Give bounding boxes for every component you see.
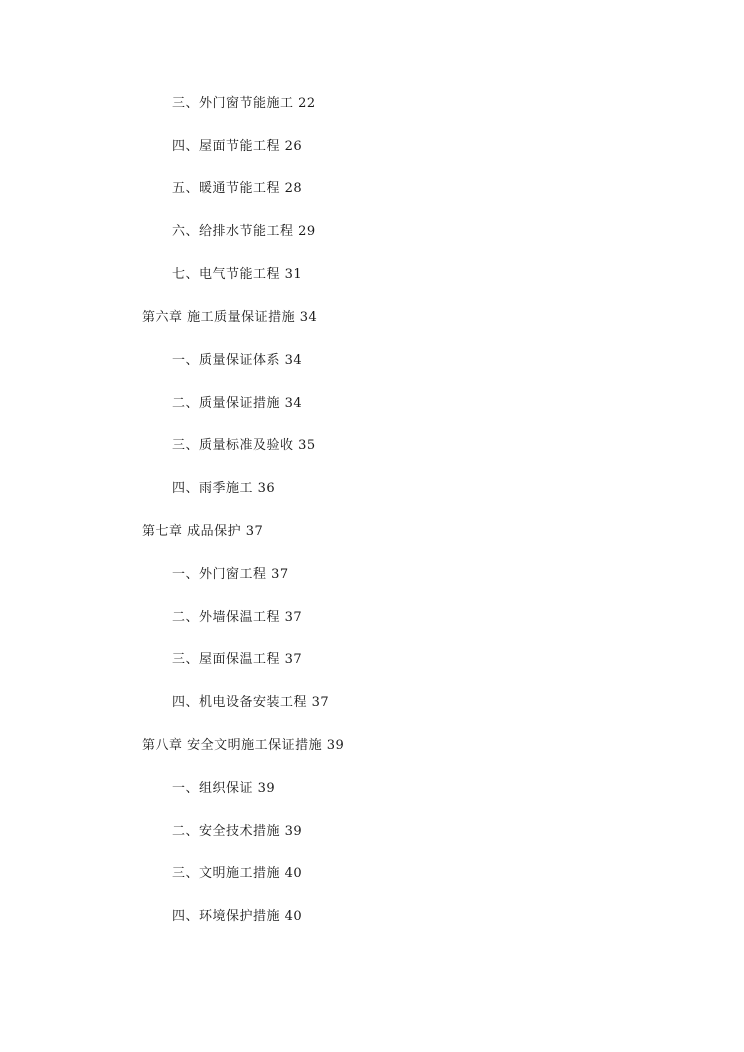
toc-section-line: 二、质量保证措施 34: [172, 396, 303, 411]
toc-section-line: 二、安全技术措施 39: [172, 824, 303, 839]
toc-section-line: 三、质量标准及验收 35: [172, 438, 316, 453]
toc-section-line: 四、屋面节能工程 26: [172, 139, 303, 154]
toc-section-line: 三、屋面保温工程 37: [172, 652, 303, 667]
toc-section-line: 一、质量保证体系 34: [172, 353, 303, 368]
toc-section-line: 一、组织保证 39: [172, 781, 276, 796]
toc-section-line: 五、暖通节能工程 28: [172, 181, 303, 196]
toc-section-line: 二、外墙保温工程 37: [172, 610, 303, 625]
toc-section-line: 三、文明施工措施 40: [172, 866, 303, 881]
toc-section-line: 四、机电设备安装工程 37: [172, 695, 330, 710]
toc-section-line: 一、外门窗工程 37: [172, 567, 289, 582]
toc-chapter-line: 第六章 施工质量保证措施 34: [142, 310, 318, 325]
toc-section-line: 三、外门窗节能施工 22: [172, 96, 316, 111]
toc-chapter-line: 第七章 成品保护 37: [142, 524, 264, 539]
toc-chapter-line: 第八章 安全文明施工保证措施 39: [142, 738, 345, 753]
toc-section-line: 四、环境保护措施 40: [172, 909, 303, 924]
toc-section-line: 六、给排水节能工程 29: [172, 224, 316, 239]
toc-section-line: 七、电气节能工程 31: [172, 267, 303, 282]
toc-section-line: 四、雨季施工 36: [172, 481, 276, 496]
